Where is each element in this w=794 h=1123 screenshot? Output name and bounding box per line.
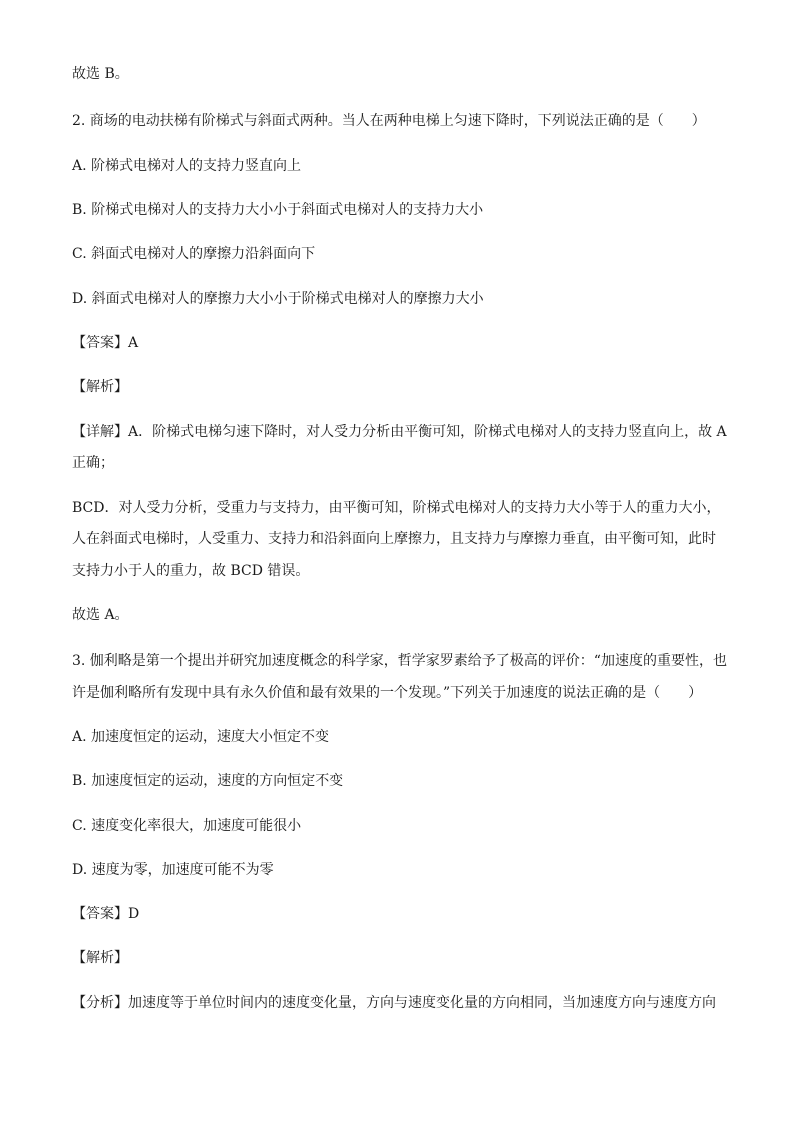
q3-option-b: B. 加速度恒定的运动，速度的方向恒定不变	[72, 773, 344, 789]
question-3-stem-line-2: 许是伽利略所有发现中具有永久价值和最有效果的一个发现。”下列关于加速度的说法正确的是（ ）	[72, 685, 703, 701]
q3-option-d: D. 速度为零，加速度可能不为零	[72, 862, 274, 878]
question-3-stem-line-1: 3. 伽利略是第一个提出并研究加速度概念的科学家，哲学家罗素给予了极高的评价：“加速度的重要性，也	[72, 653, 727, 669]
conclusion-prev: 故选 B。	[72, 66, 129, 82]
q3-option-a: A. 加速度恒定的运动，速度大小恒定不变	[72, 729, 330, 745]
q2-conclusion: 故选 A。	[72, 607, 129, 623]
q2-detail-line-4: 人在斜面式电梯时，人受重力、支持力和沿斜面向上摩擦力，且支持力与摩擦力垂直，由平衡可知，此时	[72, 531, 716, 547]
q2-analysis-heading: 【解析】	[72, 379, 128, 395]
q3-analysis-heading: 【解析】	[72, 950, 128, 966]
q3-option-c: C. 速度变化率很大，加速度可能很小	[72, 818, 302, 834]
q2-detail-line-1: 【详解】A．阶梯式电梯匀速下降时，对人受力分析由平衡可知，阶梯式电梯对人的支持力竖直向上，故 A	[72, 424, 727, 440]
q3-analysis-line-1: 【分析】加速度等于单位时间内的速度变化量，方向与速度变化量的方向相同，当加速度方向与速度方向	[72, 995, 716, 1011]
q2-detail-line-2: 正确；	[72, 455, 114, 471]
q3-answer: 【答案】D	[72, 906, 140, 922]
q2-option-d: D. 斜面式电梯对人的摩擦力大小小于阶梯式电梯对人的摩擦力大小	[72, 291, 484, 307]
q2-option-c: C. 斜面式电梯对人的摩擦力沿斜面向下	[72, 246, 316, 262]
question-2-stem: 2. 商场的电动扶梯有阶梯式与斜面式两种。当人在两种电梯上匀速下降时，下列说法正确的是（ ）	[72, 113, 706, 129]
q2-detail-line-5: 支持力小于人的重力，故 BCD 错误。	[72, 563, 310, 579]
q2-option-b: B. 阶梯式电梯对人的支持力大小小于斜面式电梯对人的支持力大小	[72, 202, 484, 218]
q2-answer: 【答案】A	[72, 335, 139, 351]
q2-option-a: A. 阶梯式电梯对人的支持力竖直向上	[72, 158, 302, 174]
q2-detail-line-3: BCD．对人受力分析，受重力与支持力，由平衡可知，阶梯式电梯对人的支持力大小等于人的重力大小，	[72, 500, 721, 516]
